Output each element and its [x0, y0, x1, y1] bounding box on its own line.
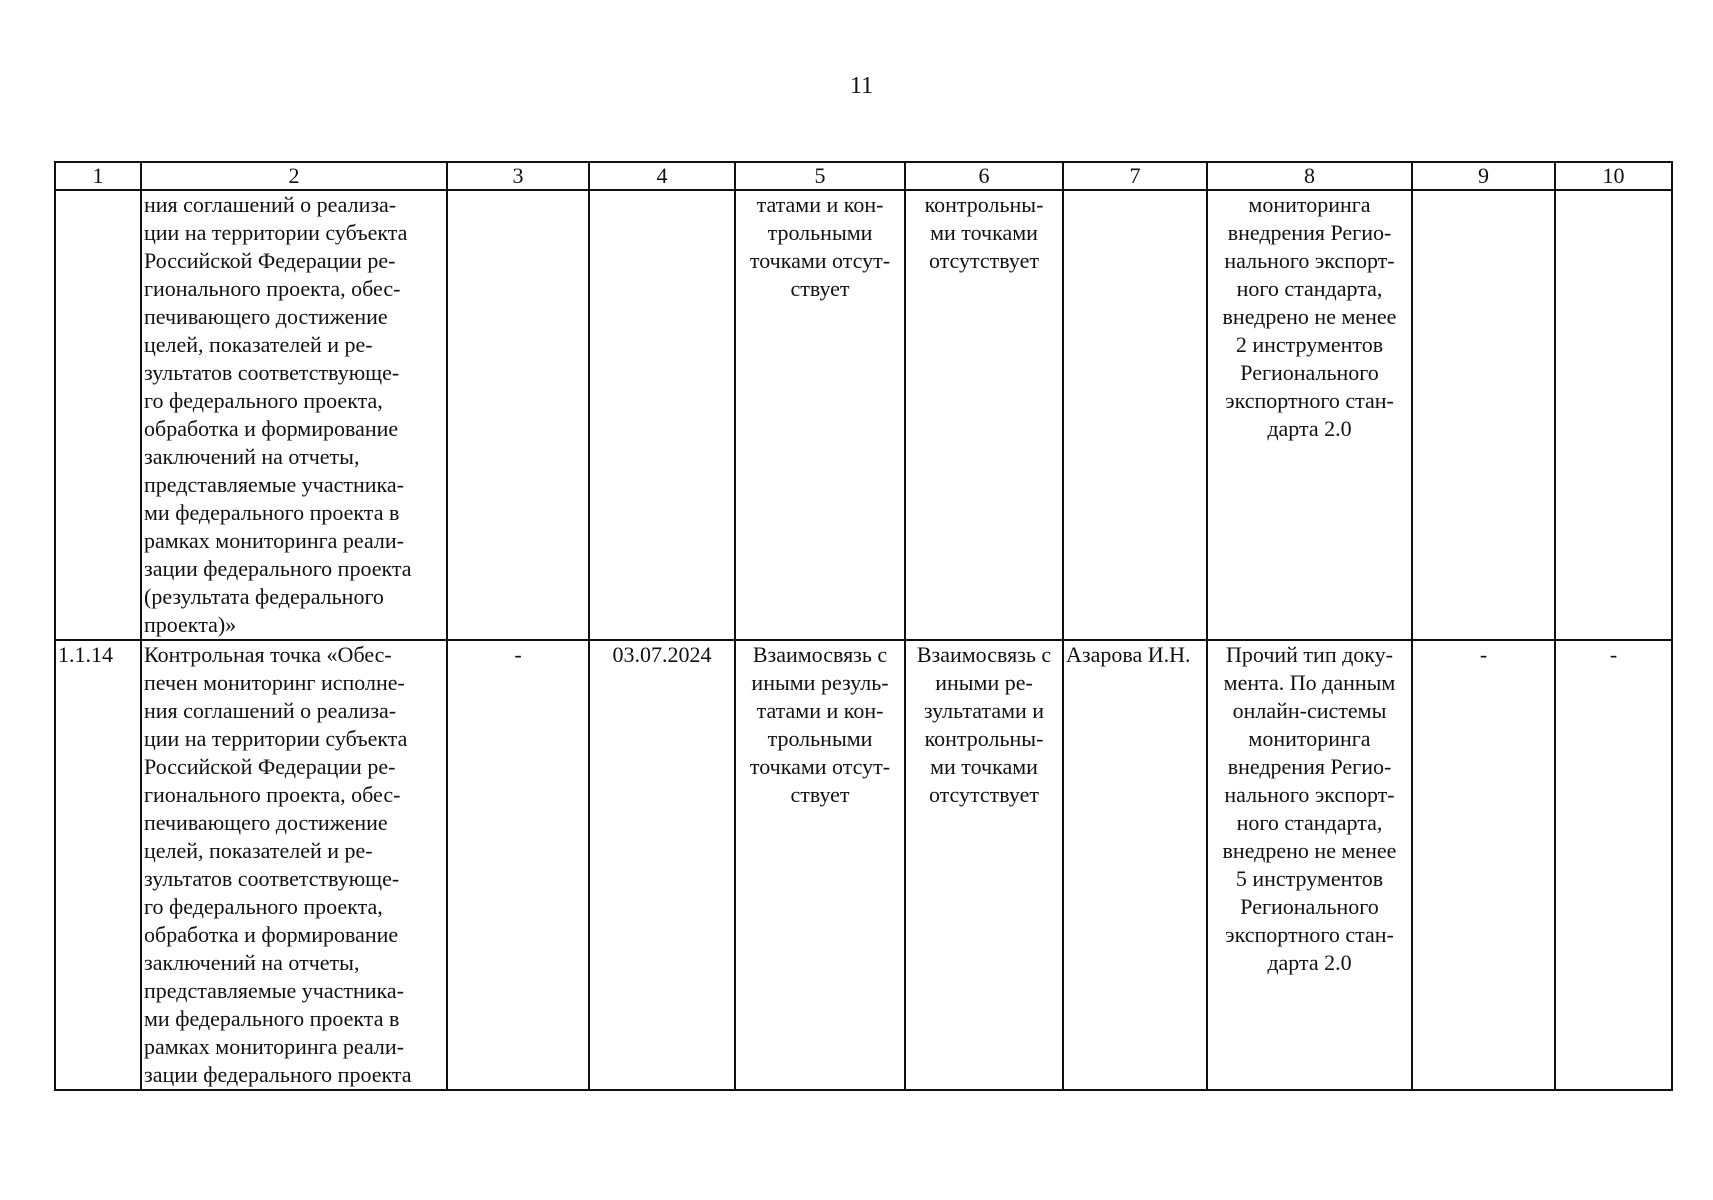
- column-header-8: 8: [1207, 162, 1412, 190]
- cell-relation-results: Взаимосвязь с иными резуль- татами и кон- трольными точками отсут- ствует: [735, 640, 905, 1090]
- cell-col9: -: [1412, 640, 1555, 1090]
- column-header-1: 1: [55, 162, 141, 190]
- cell-document: Прочий тип доку- мента. По данным онлайн-системы мониторинга внедрения Регио- нального экспорт- ного стандарта, внедрено не менее 5 инструментов Регионального экспортного стан- дарта 2.0: [1207, 640, 1412, 1090]
- page-number: 11: [850, 73, 874, 99]
- column-header-4: 4: [589, 162, 735, 190]
- cell-responsible: Азарова И.Н.: [1063, 640, 1207, 1090]
- column-header-6: 6: [905, 162, 1063, 190]
- cell-date: 03.07.2024: [589, 640, 735, 1090]
- document-table: [54, 161, 1673, 1091]
- cell-col10: [1555, 190, 1672, 640]
- cell-number: 1.1.14: [55, 640, 141, 1090]
- column-header-10: 10: [1555, 162, 1672, 190]
- column-header-9: 9: [1412, 162, 1555, 190]
- cell-name: Контрольная точка «Обес- печен мониторинг исполне- ния соглашений о реализа- ции на территории субъекта Российской Федерации ре- гионального проекта, обес- печивающего достижение целей, показателей и ре- зультатов соответствующе- го федерального проекта, обработка и формирование заключений на отчеты, представляемые участника- ми федерального проекта в рамках мониторинга реали- зации федерального проекта: [141, 640, 447, 1090]
- cell-relation-points: Взаимосвязь с иными ре- зультатами и контрольны- ми точками отсутствует: [905, 640, 1063, 1090]
- cell-col9: [1412, 190, 1555, 640]
- column-header-7: 7: [1063, 162, 1207, 190]
- cell-document: мониторинга внедрения Регио- нального экспорт- ного стандарта, внедрено не менее 2 инструментов Регионального экспортного стан- дарта 2.0: [1207, 190, 1412, 640]
- cell-date: [589, 190, 735, 640]
- cell-relation-results: татами и кон- трольными точками отсут- ствует: [735, 190, 905, 640]
- column-header-2: 2: [141, 162, 447, 190]
- cell-col10: -: [1555, 640, 1672, 1090]
- cell-responsible: [1063, 190, 1207, 640]
- cell-relation-points: контрольны- ми точками отсутствует: [905, 190, 1063, 640]
- cell-col3: [447, 190, 589, 640]
- cell-col3: -: [447, 640, 589, 1090]
- table-header-row: [55, 162, 1672, 190]
- table-row: [55, 190, 1672, 640]
- table-row: [55, 640, 1672, 1090]
- column-header-5: 5: [735, 162, 905, 190]
- cell-number: [55, 190, 141, 640]
- column-header-3: 3: [447, 162, 589, 190]
- cell-name: ния соглашений о реализа- ции на территории субъекта Российской Федерации ре- гионального проекта, обес- печивающего достижение целей, показателей и ре- зультатов соответствующе- го федерального проекта, обработка и формирование заключений на отчеты, представляемые участника- ми федерального проекта в рамках мониторинга реали- зации федерального проекта (результата федерального проекта)»: [141, 190, 447, 640]
